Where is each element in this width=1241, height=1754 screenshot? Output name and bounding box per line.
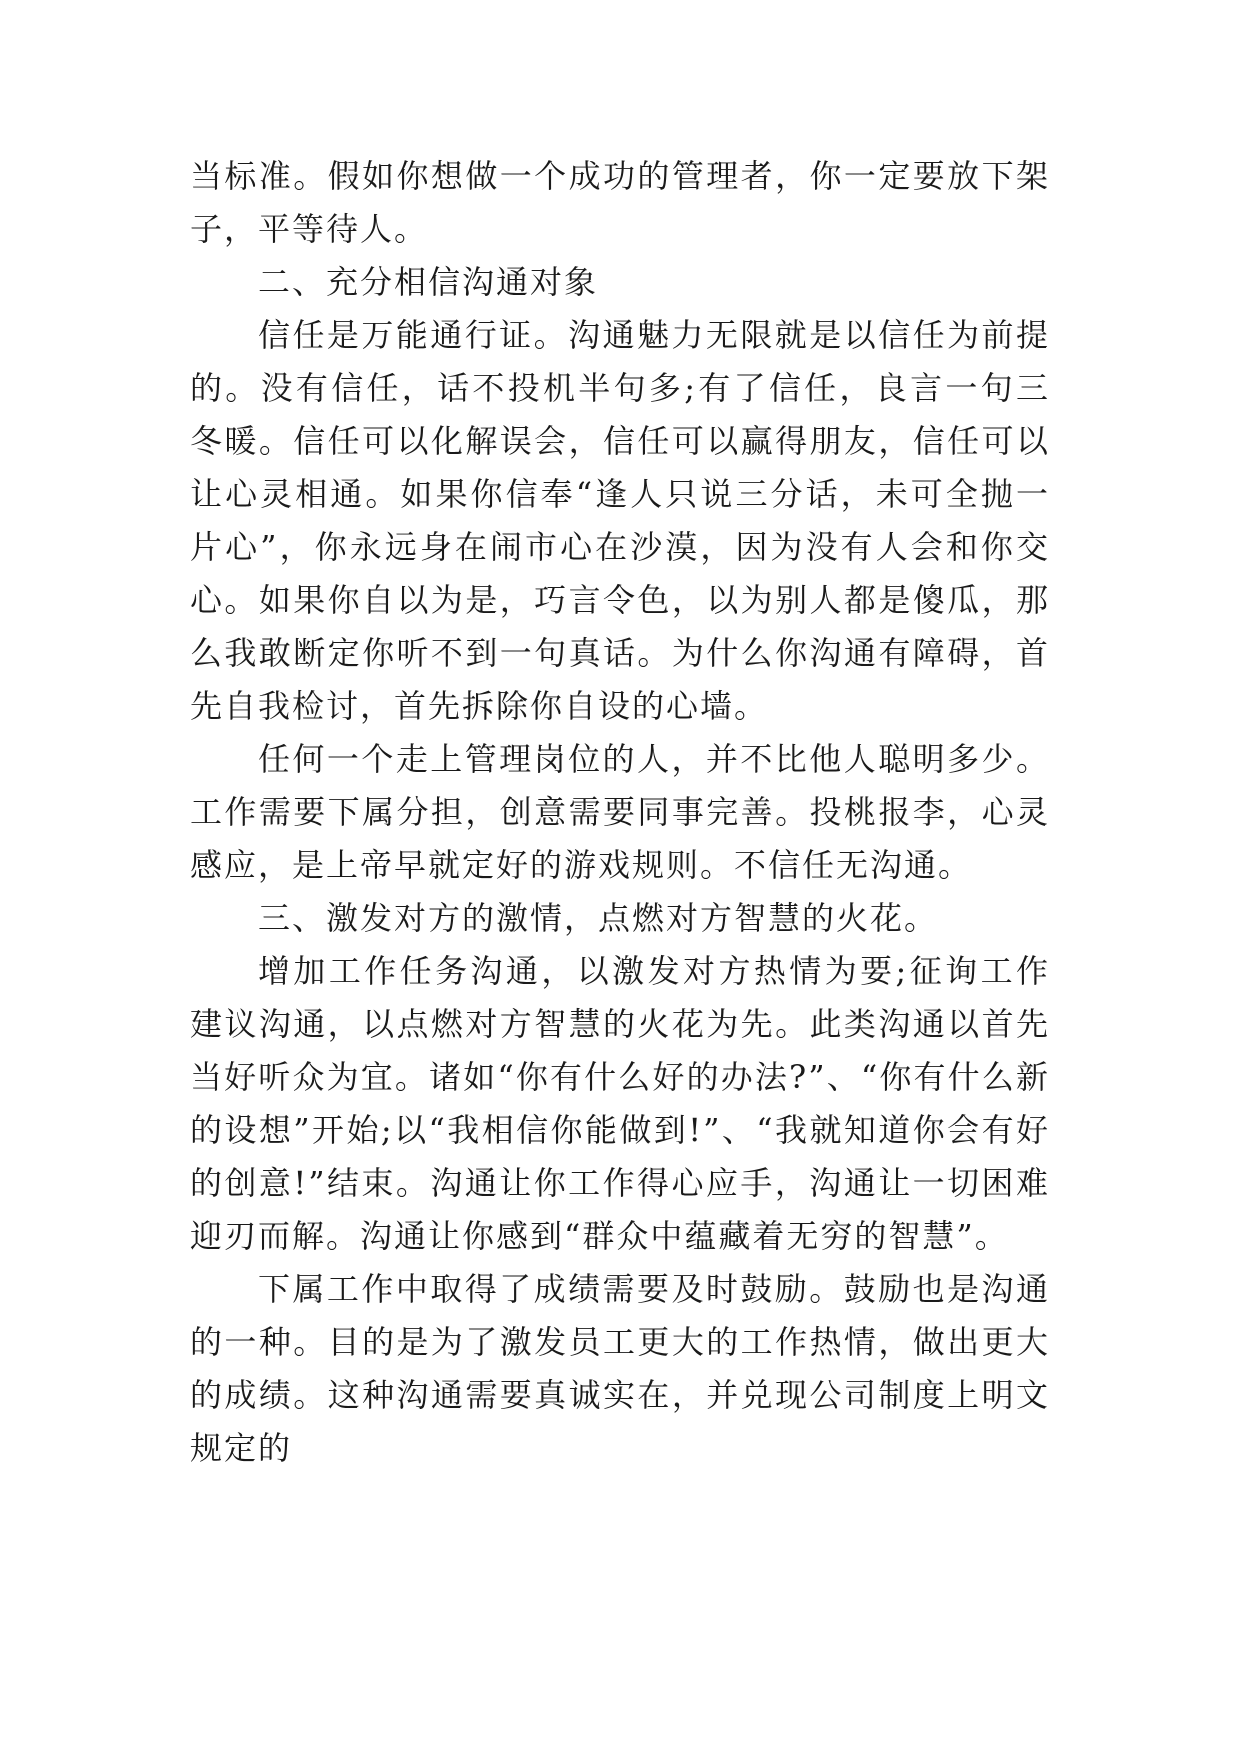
paragraph-trust: 信任是万能通行证。沟通魅力无限就是以信任为前提的。没有信任，话不投机半句多;有了信任，良言一句三冬暖。信任可以化解误会，信任可以赢得朋友，信任可以让心灵相通。如果你信奉“逢人只说三分话，未可全抛一片心”，你永远身在闹市心在沙漠，因为没有人会和你交心。如果你自以为是，巧言令色，以为别人都是傻瓜，那么我敢断定你听不到一句真话。为什么你沟通有障碍，首先自我检讨，首先拆除你自设的心墙。 [190, 316, 1050, 725]
section-heading-2: 二、充分相信沟通对象 [258, 263, 599, 301]
paragraph-continuation: 当标准。假如你想做一个成功的管理者，你一定要放下架子，平等待人。 [190, 157, 1050, 248]
paragraph-inspire: 增加工作任务沟通，以激发对方热情为要;征询工作建议沟通，以点燃对方智慧的火花为先。此类沟通以首先当好听众为宜。诸如“你有什么好的办法?”、“你有什么新的设想”开始;以“我相信你能做到!”、“我就知道你会有好的创意!”结束。沟通让你工作得心应手，沟通让一切困难迎刃而解。沟通让你感到“群众中蕴藏着无穷的智慧”。 [190, 952, 1050, 1255]
paragraph-management: 任何一个走上管理岗位的人，并不比他人聪明多少。工作需要下属分担，创意需要同事完善。投桃报李，心灵感应，是上帝早就定好的游戏规则。不信任无沟通。 [190, 740, 1050, 884]
document-page [190, 150, 1050, 1475]
section-heading-3: 三、激发对方的激情，点燃对方智慧的火花。 [258, 899, 939, 937]
paragraph-encourage: 下属工作中取得了成绩需要及时鼓励。鼓励也是沟通的一种。目的是为了激发员工更大的工作热情，做出更大的成绩。这种沟通需要真诚实在，并兑现公司制度上明文规定的 [190, 1270, 1050, 1467]
